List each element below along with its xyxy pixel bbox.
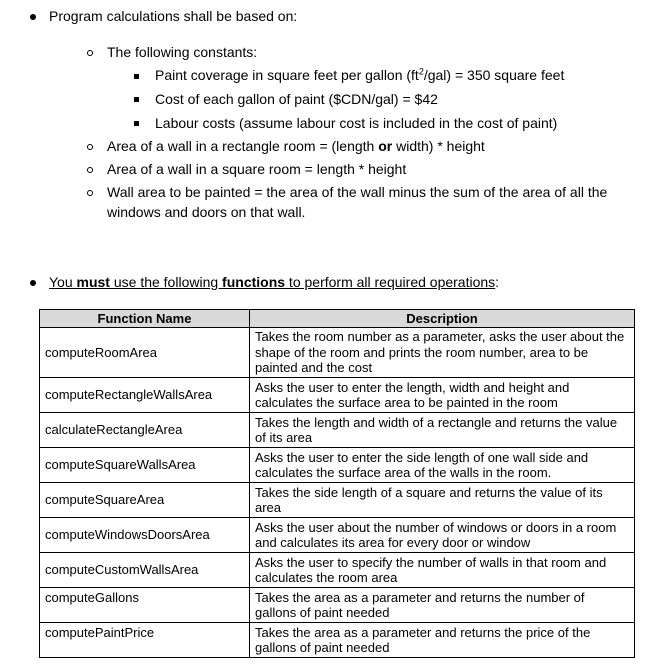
table-row xyxy=(40,378,635,413)
table-row xyxy=(40,448,635,483)
function-description-cell: Takes the side length of a square and returns the value of its area xyxy=(250,483,635,518)
function-name-cell: computeRectangleWallsArea xyxy=(40,378,250,413)
constants-label: The following constants: xyxy=(107,44,258,60)
bullet-square-icon xyxy=(134,97,139,102)
function-description-cell: Takes the room number as a parameter, asks the user about the shape of the room and prints the room number, area to be painted and the cost xyxy=(250,328,635,378)
function-name-cell: computeWindowsDoorsArea xyxy=(40,518,250,553)
constant-coverage: Paint coverage in square feet per gallon $(ft^2/gal) = 350$ square feet xyxy=(155,66,565,83)
function-description-cell: Takes the area as a parameter and returns the price of the gallons of paint needed xyxy=(250,623,635,658)
bullet-circle-icon xyxy=(87,50,93,56)
wall-area-rule-line2: windows and doors on that wall. xyxy=(107,204,306,220)
square-area-rule: Area of a wall in a square room = length * height xyxy=(107,161,407,177)
function-name-cell: computeGallons xyxy=(40,588,250,623)
bullet-dot-icon xyxy=(30,280,36,286)
table-row xyxy=(40,413,635,448)
function-description-cell: Asks the user about the number of windows or doors in a room and calculates its area for every door or window xyxy=(250,518,635,553)
constant-cost: Cost of each gallon of paint ($CDN/gal) = $42 xyxy=(155,91,438,107)
function-name-cell: computeSquareArea xyxy=(40,483,250,518)
function-name-cell: computeCustomWallsArea xyxy=(40,553,250,588)
table-header-row xyxy=(40,310,635,328)
table-row xyxy=(40,553,635,588)
bullet-circle-icon xyxy=(87,167,93,173)
table-row xyxy=(40,483,635,518)
table-row xyxy=(40,588,635,623)
functions-instruction: You must use the following functions to perform all required operations: xyxy=(49,274,500,290)
function-name-cell: computeSquareWallsArea xyxy=(40,448,250,483)
function-description-cell: Asks the user to enter the length, width and height and calculates the surface area to be painted in the room xyxy=(250,378,635,413)
intro-text: Program calculations shall be based on: xyxy=(49,8,298,24)
table-row xyxy=(40,328,635,378)
function-description-cell: Asks the user to enter the side length of one wall side and calculates the surface area of the walls in the room. xyxy=(250,448,635,483)
bullet-circle-icon xyxy=(87,190,93,196)
header-function-name: Function Name xyxy=(40,310,250,328)
bullet-circle-icon xyxy=(87,144,93,150)
rectangle-area-rule: Area of a wall in a rectangle room = (length or width) * height xyxy=(107,138,485,154)
bullet-square-icon xyxy=(134,121,139,126)
bullet-dot-icon xyxy=(30,14,36,20)
function-description-cell: Takes the area as a parameter and returns the number of gallons of paint needed xyxy=(250,588,635,623)
header-description: Description xyxy=(250,310,635,328)
wall-area-rule-line1: Wall area to be painted = the area of the wall minus the sum of the area of all the xyxy=(107,184,608,200)
constant-labour: Labour costs (assume labour cost is included in the cost of paint) xyxy=(155,115,558,131)
function-description-cell: Asks the user to specify the number of walls in that room and calculates the room area xyxy=(250,553,635,588)
bullet-square-icon xyxy=(134,74,139,79)
functions-table xyxy=(39,309,635,658)
function-description-cell: Takes the length and width of a rectangle and returns the value of its area xyxy=(250,413,635,448)
function-name-cell: computePaintPrice xyxy=(40,623,250,658)
function-name-cell: computeRoomArea xyxy=(40,328,250,378)
table-row xyxy=(40,518,635,553)
table-row xyxy=(40,623,635,658)
function-name-cell: calculateRectangleArea xyxy=(40,413,250,448)
